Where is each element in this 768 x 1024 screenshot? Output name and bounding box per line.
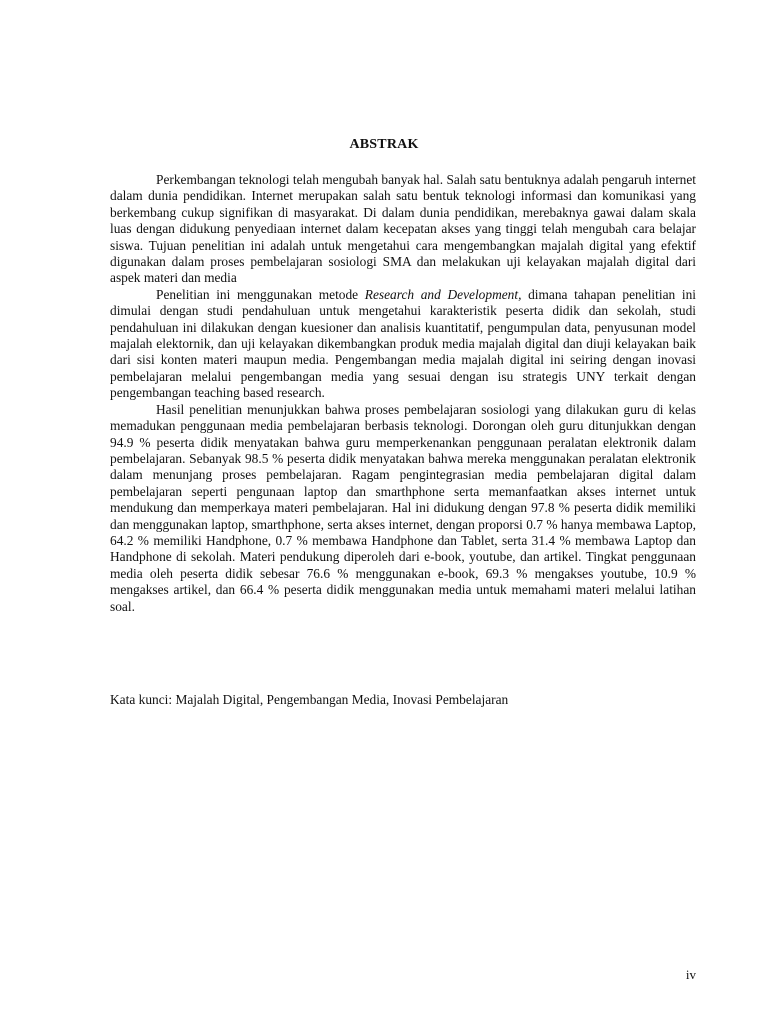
page-number: iv	[685, 967, 696, 982]
paragraph-2-suffix: dimana tahapan penelitian ini dimulai dengan studi pendahuluan untuk mengetahui karakteristik peserta didik dan sekolah, studi pendahuluan ini dilakukan dengan kuesioner dan analisis kuantitatif, pengumpulan data, penyusunan model majalah elektornik, dan uji kelayakan dikembangkan produk media majalah digital dan diuji kelayakan baik dari sisi konten materi maupun media. Pengembangan media majalah digital ini seiring dengan inovasi pembelajaran melalui pengembangan media yang sesuai dengan isu strategis UNY terkait dengan pengembangan teaching based research.	[110, 286, 696, 401]
abstract-paragraph-1: Perkembangan teknologi telah mengubah banyak hal. Salah satu bentuknya adalah pengaruh internet dalam dunia pendidikan. Internet merupakan salah satu bentuk teknologi informasi dan komunikasi yang berkembang cukup signifikan di masyarakat. Di dalam dunia pendidikan, merebaknya gawai dalam skala luas dengan didukung penyediaan internet dalam kecepatan akses yang tinggi telah mengubah cara belajar siswa. Tujuan penelitian ini adalah untuk mengetahui cara mengembangkan majalah digital yang efektif digunakan dalam proses pembelajaran sosiologi SMA dan melakukan uji kelayakan majalah digital dari aspek materi dan media	[110, 172, 696, 286]
paragraph-2-prefix: Penelitian ini menggunakan metode	[156, 286, 365, 302]
abstract-paragraph-3: Hasil penelitian menunjukkan bahwa proses pembelajaran sosiologi yang dilakukan guru di kelas memadukan penggunaan media pembelajaran berbasis teknologi. Dorongan oleh guru ditunjukkan dengan 94.9 % peserta didik menyatakan bahwa guru memperkenankan penggunaan peralatan elektronik dalam pembelajaran. Sebanyak 98.5 % peserta didik menyatakan bahwa mereka menggunakan peralatan elektronik dalam menunjang proses pembelajaran. Ragam pengintegrasian media pembelajaran digital dalam pembelajaran seperti pengunaan laptop dan smarthphone serta memanfaatkan akses internet untuk mendukung dan memperkaya materi pembelajaran. Hal ini didukung dengan 97.8 % peserta didik memiliki dan menggunakan laptop, smarthphone, serta akses internet, dengan proporsi 0.7 % hanya membawa Laptop, 64.2 % memiliki Handphone, 0.7 % membawa Handphone dan Tablet, serta 31.4 % membawa Laptop dan Handphone di sekolah. Materi pendukung diperoleh dari e-book, youtube, dan artikel. Tingkat penggunaan media oleh peserta didik sebesar 76.6 % menggunakan e-book, 69.3 % mengakses youtube, 10.9 % mengakses artikel, dan 66.4 % peserta didik menggunakan media untuk memahami materi melalui latihan soal.	[110, 401, 696, 614]
abstract-paragraph-2	[110, 287, 696, 402]
method-name: Research and Development,	[364, 286, 522, 302]
abstract-body	[110, 172, 696, 615]
keywords: Kata kunci: Majalah Digital, Pengembangan Media, Inovasi Pembelajaran	[110, 692, 509, 707]
page-title: ABSTRAK	[349, 137, 419, 152]
